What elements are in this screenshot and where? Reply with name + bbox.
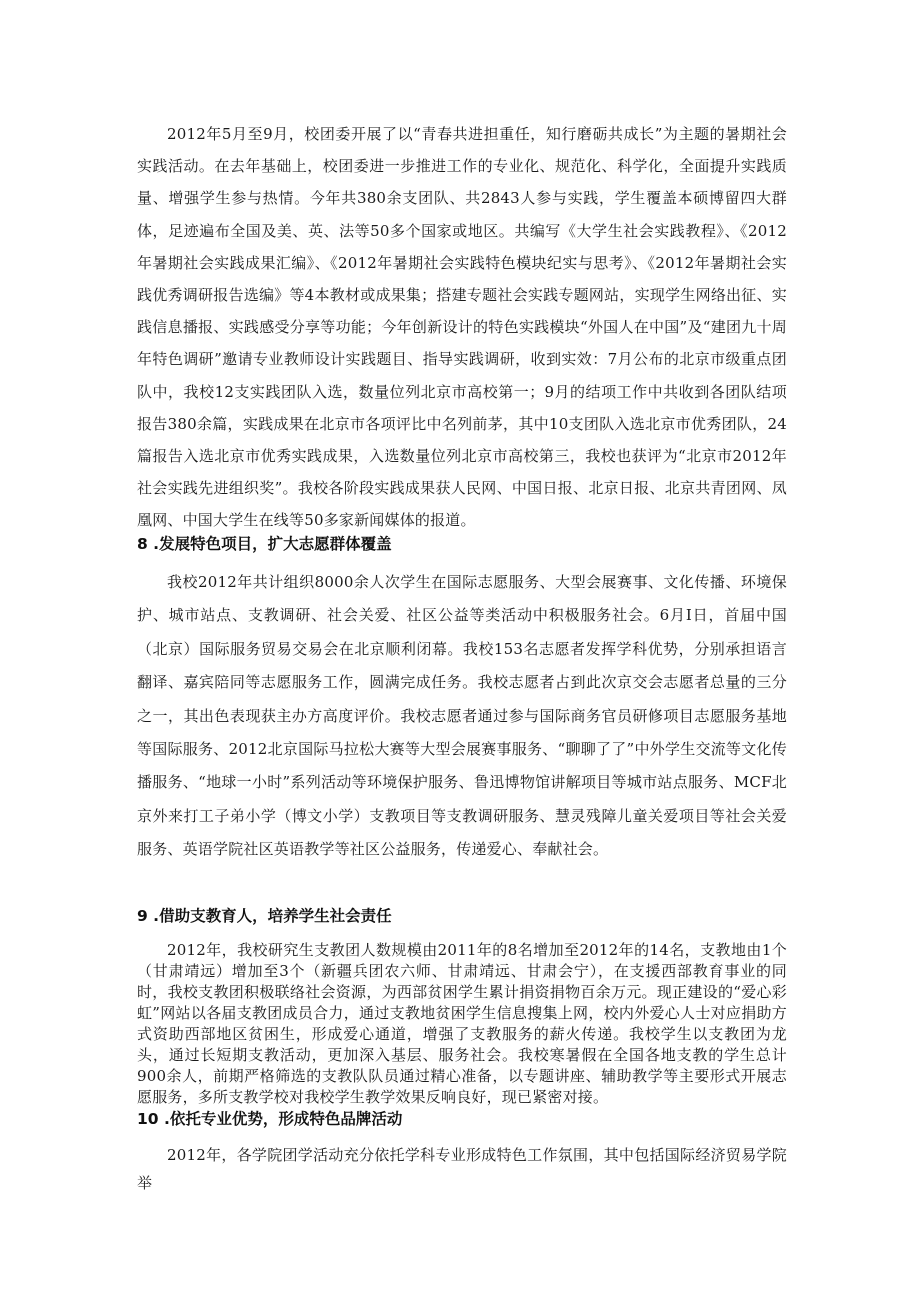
paragraph-summer-practice: 2012年5月至9月，校团委开展了以“青春共进担重任，知行磨砺共成长”为主题的暑期社会实践活动。在去年基础上，校团委进一步推进工作的专业化、规范化、科学化，全面提升实践质量、增强学生参与热情。今年共380余支团队、共2843人参与实践，学生覆盖本硕博留四大群体，足迹遍布全国及美、英、法等50多个国家或地区。共编写《大学生社会实践教程》、《2012年暑期社会实践成果汇编》、《2012年暑期社会实践特色模块纪实与思考》、《2012年暑期社会实践优秀调研报告选编》等4本教材或成果集；搭建专题社会实践专题网站，实现学生网络出征、实践信息播报、实践感受分享等功能；今年创新设计的特色实践模块“外国人在中国”及“建团九十周年特色调研”邀请专业教师设计实践题目、指导实践调研，收到实效：7月公布的北京市级重点团队中，我校12支实践团队入选，数量位列北京市高校第一；9月的结项工作中共收到各团队结项报告380余篇，实践成果在北京市各项评比中名列前茅，其中10支团队入选北京市优秀团队，24篇报告入选北京市优秀实践成果，入选数量位列北京市高校第三，我校也获评为“北京市2012年社会实践先进组织奖”。我校各阶段实践成果获人民网、中国日报、北京日报、北京共青团网、凤凰网、中国大学生在线等50多家新闻媒体的报道。 [137,125,787,530]
section-heading-8: 8 .发展特色项目，扩大志愿群体覆盖 [137,535,392,553]
section-heading-9: 9 .借助支教育人，培养学生社会责任 [137,907,392,925]
paragraph-teaching-support: 2012年，我校研究生支教团人数规模由2011年的8名增加至2012年的14名，支教地由1个（甘肃靖远）增加至3个（新疆兵团农六师、甘肃靖远、甘肃会宁），在支援西部教育事业的同时，我校支教团积极联络社会资源，为西部贫困学生累计捐资捐物百余万元。现正建设的“爱心彩虹”网站以各届支教团成员合力，通过支教地贫困学生信息搜集上网，校内外爱心人士对应捐助方式资助西部地区贫困生，形成爱心通道，增强了支教服务的薪火传递。我校学生以支教团为龙头，通过长短期支教活动，更加深入基层、服务社会。我校寒暑假在全国各地支教的学生总计900余人，前期严格筛选的支教队队员通过精心准备，以专题讲座、辅助教学等主要形式开展志愿服务，多所支教学校对我校学生教学效果反响良好，现已紧密对接。 [137,941,787,1106]
section-heading-10: 10 .依托专业优势，形成特色品牌活动 [137,1110,403,1128]
paragraph-volunteer-service: 我校2012年共计组织8000余人次学生在国际志愿服务、大型会展赛事、文化传播、环境保护、城市站点、支教调研、社会关爱、社区公益等类活动中积极服务社会。6月I日，首届中国（北京）国际服务贸易交易会在北京顺利闭幕。我校153名志愿者发挥学科优势，分别承担语言翻译、嘉宾陪同等志愿服务工作，圆满完成任务。我校志愿者占到此次京交会志愿者总量的三分之一，其出色表现获主办方高度评价。我校志愿者通过参与国际商务官员研修项目志愿服务基地等国际服务、2012北京国际马拉松大赛等大型会展赛事服务、“聊聊了了”中外学生交流等文化传播服务、“地球一小时”系列活动等环境保护服务、鲁迅博物馆讲解项目等城市站点服务、MCF北京外来打工子弟小学（博文小学）支教项目等支教调研服务、慧灵残障儿童关爱项目等社会关爱服务、英语学院社区英语教学等社区公益服务，传递爱心、奉献社会。 [137,573,787,859]
paragraph-brand-activities: 2012年，各学院团学活动充分依托学科专业形成特色工作氛围，其中包括国际经济贸易学院举 [137,1146,787,1192]
